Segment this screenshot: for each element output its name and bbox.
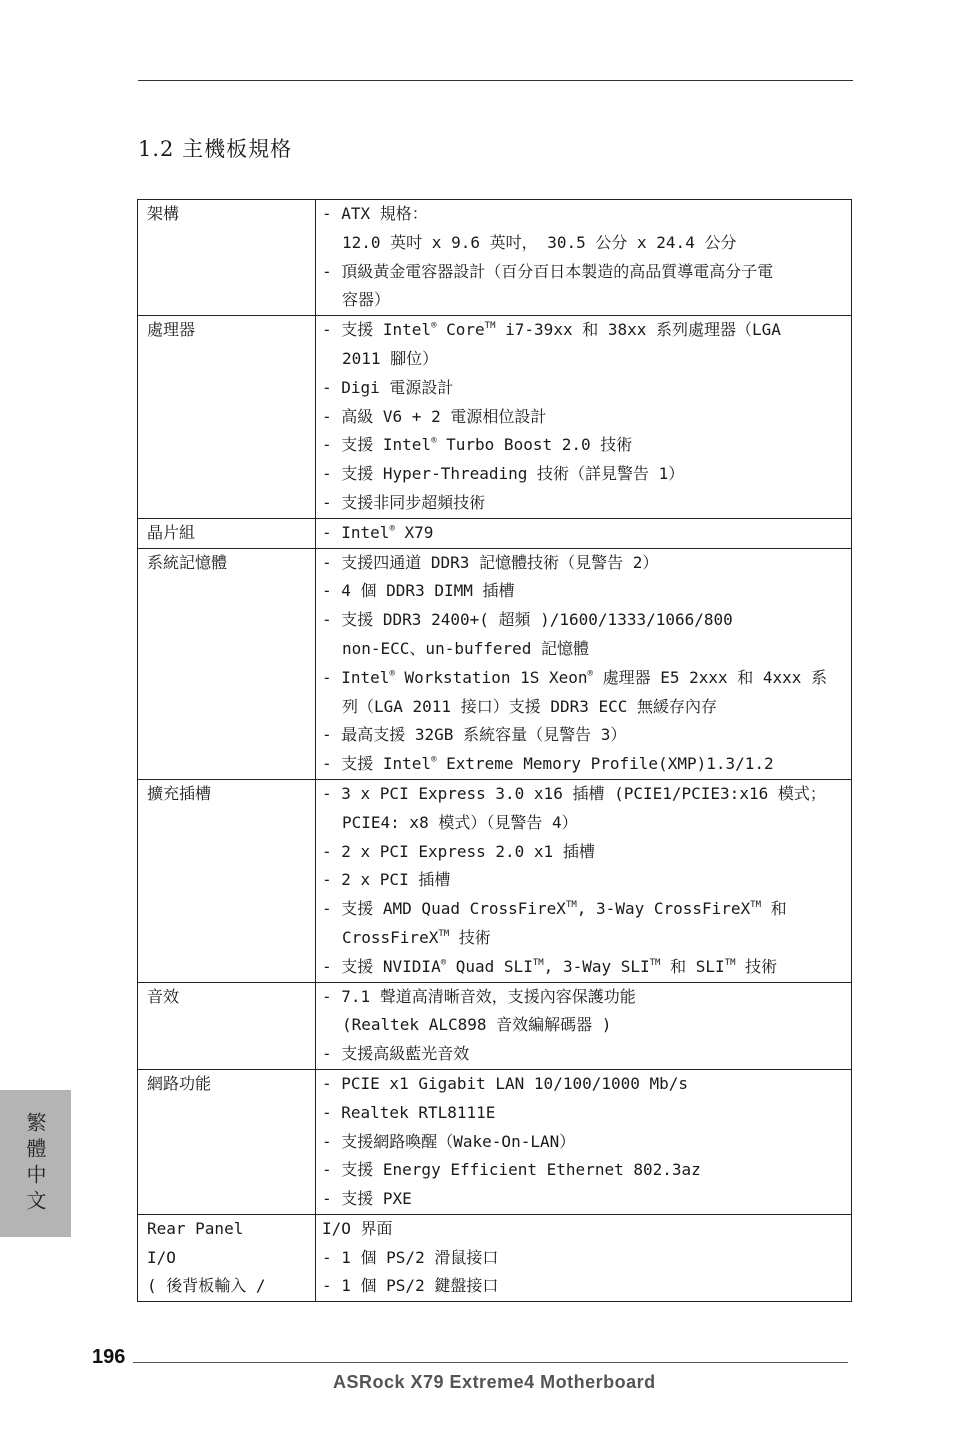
- spec-line: - 2 x PCI Express 2.0 x1 插槽: [322, 841, 595, 861]
- spec-value-cell: [316, 1214, 852, 1301]
- registered-mark: ®: [389, 668, 395, 679]
- spec-text: , 3-Way SLI: [543, 956, 650, 976]
- language-tab: [0, 1090, 71, 1237]
- spec-line: - 支援網路喚醒（Wake-On-LAN）: [322, 1131, 576, 1151]
- spec-line: [322, 316, 851, 345]
- spec-row: [138, 1214, 852, 1301]
- spec-value-cell: [316, 518, 852, 548]
- trademark-mark: TM: [724, 957, 736, 968]
- spec-label-cell: [138, 1214, 316, 1301]
- trademark-mark: TM: [532, 957, 544, 968]
- spec-label-cell: [138, 518, 316, 548]
- spec-line: [322, 924, 851, 953]
- spec-value-cell: [316, 1069, 852, 1214]
- spec-row: [138, 1069, 852, 1214]
- trademark-mark: TM: [438, 928, 450, 939]
- spec-label: 擴充插槽: [147, 783, 212, 803]
- spec-label: ( 後背板輸入 /: [147, 1276, 266, 1296]
- spec-text: Workstation 1S Xeon: [394, 667, 588, 687]
- spec-line: - 支援 DDR3 2400+( 超頻 )/1600/1333/1066/800: [322, 610, 733, 630]
- spec-row: [138, 518, 852, 548]
- spec-row: [138, 779, 852, 982]
- spec-text: - Intel: [322, 522, 390, 542]
- registered-mark: ®: [587, 668, 593, 679]
- spec-line: - 高級 V6 + 2 電源相位設計: [322, 406, 547, 426]
- spec-value-cell: [316, 200, 852, 316]
- spec-line: PCIE4: x8 模式）（見警告 4）: [342, 812, 578, 832]
- spec-line: I/O 界面: [322, 1218, 393, 1238]
- spec-line: - PCIE x1 Gigabit LAN 10/100/1000 Mb/s: [322, 1073, 689, 1093]
- spec-line: - Realtek RTL8111E: [322, 1102, 496, 1122]
- spec-line: - 最高支援 32GB 系統容量（見警告 3）: [322, 725, 627, 745]
- spec-text: - 支援 Intel: [322, 320, 432, 340]
- spec-line: 列（LGA 2011 接口）支援 DDR3 ECC 無緩存內存: [342, 696, 718, 716]
- spec-line: - 支援四通道 DDR3 記憶體技術（見警告 2）: [322, 552, 659, 572]
- footer-rule: [133, 1362, 848, 1363]
- spec-value-cell: [316, 316, 852, 519]
- spec-line: (Realtek ALC898 音效編解碼器 ): [342, 1015, 612, 1035]
- spec-text: 處理器 E5 2xxx 和 4xxx 系: [592, 667, 828, 687]
- spec-text: Quad SLI: [446, 956, 533, 976]
- spec-text: 和 SLI: [660, 956, 725, 976]
- spec-label: Rear Panel: [147, 1218, 244, 1238]
- spec-line: - 支援 Energy Efficient Ethernet 802.3az: [322, 1160, 701, 1180]
- spec-label: 系統記憶體: [147, 552, 228, 572]
- spec-table: [137, 199, 852, 1302]
- spec-label-cell: [138, 548, 316, 779]
- registered-mark: ®: [431, 321, 437, 332]
- spec-line: non-ECC、un-buffered 記憶體: [342, 638, 590, 658]
- spec-line: - 頂級黃金電容器設計（百分百日本製造的高品質導電高分子電: [322, 261, 774, 281]
- spec-value-cell: [316, 548, 852, 779]
- trademark-mark: TM: [484, 321, 496, 332]
- spec-line: 2011 腳位）: [342, 348, 439, 368]
- spec-text: CrossFireX: [342, 927, 439, 947]
- spec-line: - 支援非同步超頻技術: [322, 492, 486, 512]
- language-tab-label: 繁體中文: [23, 1111, 47, 1216]
- spec-line: [322, 953, 851, 982]
- spec-text: 技術: [735, 956, 778, 976]
- spec-line: [322, 519, 851, 548]
- spec-line: - 4 個 DDR3 DIMM 插槽: [322, 581, 515, 601]
- spec-line: [322, 895, 851, 924]
- spec-value-cell: [316, 779, 852, 982]
- spec-label: 處理器: [147, 320, 196, 340]
- spec-line: - 2 x PCI 插槽: [322, 870, 451, 890]
- trademark-mark: TM: [565, 900, 577, 911]
- spec-line: - Digi 電源設計: [322, 377, 454, 397]
- spec-label: 音效: [147, 986, 180, 1006]
- spec-text: - Intel: [322, 667, 390, 687]
- spec-value-cell: [316, 982, 852, 1069]
- footer-title: ASRock X79 Extreme4 Motherboard: [333, 1372, 656, 1392]
- spec-label-cell: [138, 982, 316, 1069]
- spec-label: 網路功能: [147, 1073, 212, 1093]
- header-rule: [138, 80, 853, 81]
- spec-text: X79: [394, 522, 434, 542]
- spec-line: - 1 個 PS/2 鍵盤接口: [322, 1276, 499, 1296]
- spec-label-cell: [138, 1069, 316, 1214]
- spec-line: - 支援 PXE: [322, 1189, 412, 1209]
- trademark-mark: TM: [750, 900, 762, 911]
- trademark-mark: TM: [649, 957, 661, 968]
- spec-text: - 支援 Intel: [322, 754, 432, 774]
- spec-text: i7-39xx 和 38xx 系列處理器（LGA: [495, 320, 781, 340]
- spec-text: Core: [436, 320, 485, 340]
- spec-line: [322, 431, 851, 460]
- spec-label-cell: [138, 779, 316, 982]
- spec-line: 12.0 英吋 x 9.6 英吋， 30.5 公分 x 24.4 公分: [342, 232, 737, 252]
- page-number: 196: [92, 1346, 126, 1368]
- registered-mark: ®: [431, 436, 437, 447]
- spec-label-cell: [138, 200, 316, 316]
- spec-label-cell: [138, 316, 316, 519]
- spec-line: 容器）: [342, 290, 391, 310]
- section-title: 1.2 主機板規格: [138, 137, 293, 161]
- spec-line: [322, 664, 851, 693]
- spec-label: 架構: [147, 204, 180, 223]
- registered-mark: ®: [389, 523, 395, 534]
- spec-text: - 支援 AMD Quad CrossFireX: [322, 899, 566, 919]
- spec-text: - 支援 Intel: [322, 435, 432, 455]
- spec-label: I/O: [147, 1247, 176, 1267]
- spec-text: 技術: [449, 927, 491, 947]
- spec-text: 和: [761, 899, 787, 919]
- spec-row: [138, 200, 852, 316]
- spec-row: [138, 316, 852, 519]
- spec-label: 晶片組: [147, 522, 196, 542]
- spec-line: - 支援 Hyper-Threading 技術（詳見警告 1）: [322, 464, 685, 484]
- spec-text: Turbo Boost 2.0 技術: [436, 435, 633, 455]
- spec-line: [322, 750, 851, 779]
- spec-line: - ATX 規格：: [322, 204, 428, 223]
- spec-line: - 7.1 聲道高清晰音效，支援內容保護功能: [322, 986, 636, 1006]
- spec-line: - 3 x PCI Express 3.0 x16 插槽 (PCIE1/PCIE3:x16 模式；: [322, 783, 826, 803]
- spec-text: , 3-Way CrossFireX: [576, 899, 751, 919]
- registered-mark: ®: [440, 957, 447, 968]
- spec-row: [138, 982, 852, 1069]
- spec-text: Extreme Memory Profile(XMP)1.3/1.2: [436, 754, 774, 774]
- spec-text: - 支援 NVIDIA: [322, 956, 441, 976]
- spec-row: [138, 548, 852, 779]
- registered-mark: ®: [431, 755, 437, 766]
- spec-line: - 1 個 PS/2 滑鼠接口: [322, 1247, 499, 1267]
- spec-line: - 支援高級藍光音效: [322, 1044, 470, 1064]
